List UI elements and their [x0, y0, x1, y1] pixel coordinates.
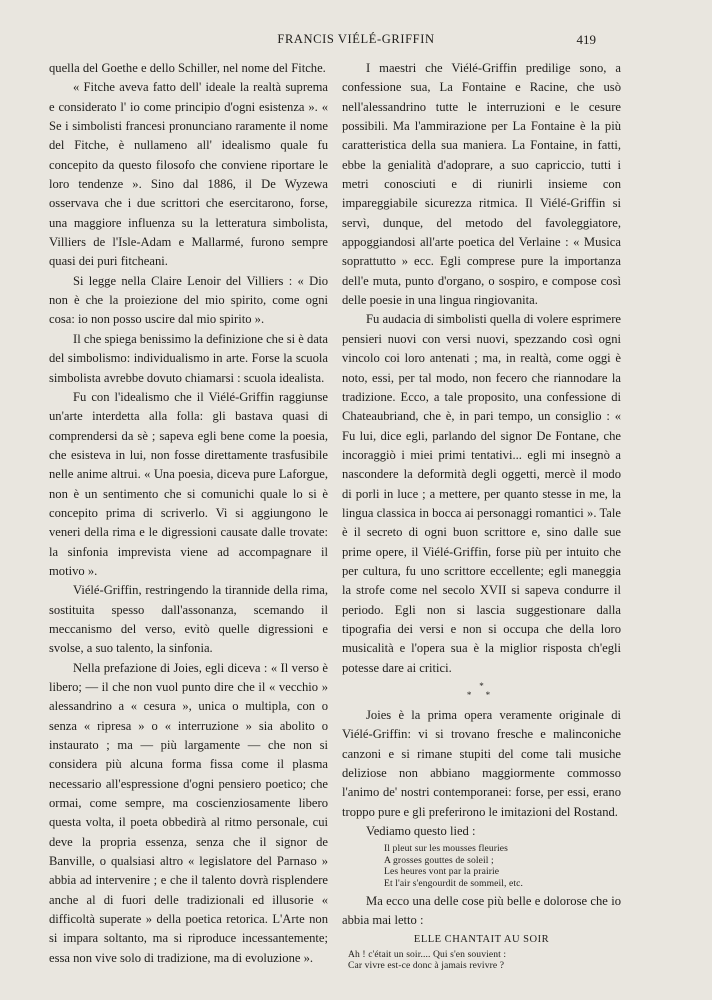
- running-title: FRANCIS VIÉLÉ-GRIFFIN: [277, 32, 435, 46]
- paragraph: Fu con l'idealismo che il Viélé-Griffin raggiunse un'arte interdetta alla folla: gli bastava quasi di comprendersi da sè ; sapeva egli bene come la poesia, che esisteva in lui, non fosse direttamente trasfusibile nelle anime altrui. « Una poesia, diceva pure Laforgue, non è un sentimento che si comunichi quale lo si è concepito prima di scriverlo. Vi si aggiungono le veneri della rima e le digressioni causate dalle trovate: la sinfonia imprevista viene ad accompagnare il motivo ».: [49, 389, 328, 578]
- section-asterism: [342, 682, 621, 700]
- page-number: 419: [576, 32, 596, 47]
- paragraph: « Fitche aveva fatto dell' ideale la realtà suprema e considerato l' io come principio d'ogni esistenza ». « Se i simbolisti francesi pronunciano raramente il nome del Fitche, è nullameno all' idealismo quale fu concepito da questo filosofo che conviene riportare le loro tendenze ». Sino dal 1886, il De Wyzewa osservava che i due scrittori che esercitarono, forse, una maggiore influenza su la letteratura simbolista, Villiers de l'Isle-Adam e Mallarmé, furono sempre quasi dei puri fitcheani.: [49, 80, 328, 269]
- verse-line: Il pleut sur les mousses fleuries: [384, 843, 508, 855]
- verse-quote: [342, 949, 621, 972]
- page-header: [0, 32, 712, 52]
- right-column: [342, 59, 621, 975]
- paragraph: Viélé-Griffin, restringendo la tirannide della rima, sostituita spesso dall'assonanza, scemando il meccanismo del verso, evitò quelle digressioni e svolse, a suo talento, la sinfonia.: [49, 583, 328, 656]
- paragraph: Ma ecco una delle cose più belle e dolorose che io abbia mai letto :: [342, 894, 621, 928]
- asterism-bottom: * *: [466, 690, 497, 700]
- paragraph: Si legge nella Claire Lenoir del Villiers : « Dio non è che la proiezione del mio spirito, come ogni cosa: io non posso uscire dal mio spirito ».: [49, 273, 328, 327]
- paragraph: Joies è la prima opera veramente originale di Viélé-Griffin: vi si trovano fresche e malinconiche canzoni e si rimane stupiti del come tali musiche deliziose non abbiano maggiormente commosso l'animo de' nostri contemporanei: forse, per essi, erano troppo pure e gli preferirono le imitazioni del Rostand.: [342, 708, 621, 819]
- verse-line: A grosses gouttes de soleil ;: [384, 854, 494, 866]
- paragraph: quella del Goethe e dello Schiller, nel nome del Fitche.: [49, 61, 326, 75]
- paragraph: Nella prefazione di Joies, egli diceva : « Il verso è libero; — il che non vuol punto dire che il « vecchio » alessandrino a « cesura », unica o multipla, con o senza « ripresa » o « interruzione » sia abolito o instaurato ; ma — più largamente — che non si considera più alcuna forma fissa come il plasma necessario all'espressione d'ogni pensiero poetico; che ormai, come sempre, ma coscienziosamente libero questa volta, il poeta obbedirà al ritmo personale, cui deve la propria essenza, senza che il signor de Banville, o qualsiasi altro « legislatore del Parnaso » abbia ad intervenire ; e che il talento dovrà risplendere anche al di fuori delle tradizionali ed illusorie « difficoltà superate » della poetica retorica. L'Arte non si impara soltanto, ma si riproduce incessantemente; essa non vive solo di tradizione, ma di evoluzione ».: [49, 660, 328, 965]
- paragraph: Il che spiega benissimo la definizione che si è data del simbolismo: individualismo in arte. Forse la scuola simbolista avrebbe dovuto chiamarsi : scuola idealista.: [49, 331, 328, 385]
- paragraph: I maestri che Viélé-Griffin predilige sono, a confessione sua, La Fontaine e Racine, che usò nell'alessandrino tutte le interruzioni e le cesure possibili. Ma l'ammirazione per La Fontaine è la più caratteristica della sua maniera. La Fontaine, in fatti, ebbe la genialità d'adoprare, a suo capriccio, tutti i metri conosciuti e di riunirli insieme con impareggiabile sicurezza ritmica. Il Viélé-Griffin si servì, dunque, del metodo del favoleggiatore, appoggiandosi all'arte poetica del Verlaine : « Musica soprattutto » ecc. Egli comprese pure la importanza dell'e muta, punto d'organo, o sospiro, e compose così delle poesie in una lingua ringiovanita.: [342, 61, 621, 308]
- verse-line: Car vivre est-ce donc à jamais revivre ?: [348, 960, 505, 972]
- verse-quote: [342, 843, 621, 889]
- verse-line: Les heures vont par la prairie: [384, 866, 500, 878]
- paragraph: Fu audacia di simbolisti quella di volere esprimere pensieri nuovi con versi nuovi, spezzando così ogni vincolo coi loro antenati ; ma, in realtà, come oggi è noto, essi, per tal modo, non fecero che riannodare la tradizione. Ecco, a tale proposito, una confessione di Chateaubriand, che è, in pari tempo, un consiglio : « Fu lui, dice egli, parlando del signor De Fontane, che incoraggiò i miei primi tentativi... egli mi insegnò a nascondere la deformità degli oggetti, mercè il modo di porli in luce ; a mettere, per quanto stesse in me, la lingua classica in bocca ai personaggi romantici ». Tale è il secreto di ogni buon scrittore e, sino dalle sue prime opere, il Viélé-Griffin, forse più per intuito che per cultura, fu uno scrittore eccellente; egli maneggia la strofe come nel secolo XVII si sapeva condurre il periodo. Egli non si lascia suggestionare dalla tipografia dei versi e non si occupa che della loro musicalità e l'opera sua è la miglior risposta ch'egli potesse dare ai critici.: [342, 312, 621, 675]
- poem-title: ELLE CHANTAIT AU SOIR: [413, 933, 550, 945]
- left-column: [49, 59, 328, 968]
- verse-line: Et l'air s'engourdit de sommeil, etc.: [384, 877, 524, 889]
- verse-line: Ah ! c'était un soir.... Qui s'en souvient :: [348, 948, 507, 960]
- paragraph: Vediamo questo lied :: [366, 824, 476, 839]
- asterism-top: *: [479, 681, 484, 691]
